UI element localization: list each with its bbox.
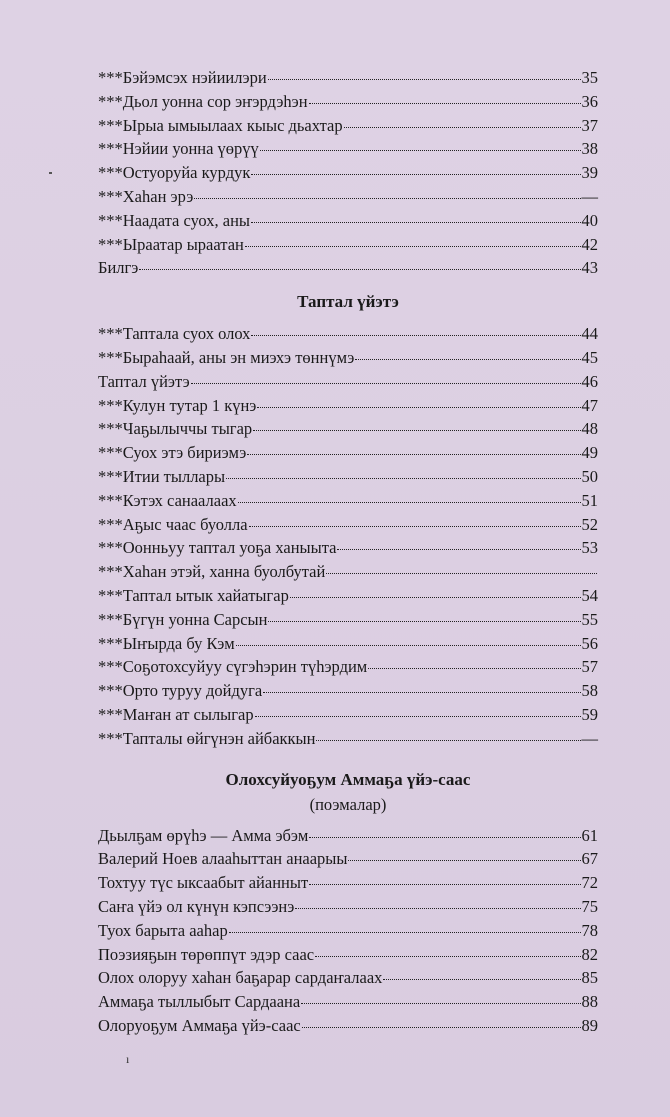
toc-entry-title: ***Аҕыс чаас буолла <box>98 514 248 534</box>
dot-leader <box>309 884 580 885</box>
toc-entry-title: ***Нэйии уонна үөрүү <box>98 139 259 159</box>
toc-entry <box>98 1014 598 1038</box>
toc-entry <box>98 90 598 114</box>
dot-leader <box>236 645 581 646</box>
toc-entry <box>98 966 598 990</box>
toc-entry-page: 78 <box>581 920 598 940</box>
toc-entry-title: ***Хаһан эрэ <box>98 186 194 206</box>
toc-entry <box>98 137 598 161</box>
toc-section-3 <box>98 824 598 1038</box>
toc-entry <box>98 895 598 919</box>
dot-leader <box>226 478 580 479</box>
toc-entry-title: ***Быраһаай, аны эн миэхэ төннүмэ <box>98 347 355 367</box>
toc-entry <box>98 346 598 370</box>
toc-entry-title: Аммаҕа тыллыбыт Сардаана <box>98 992 301 1012</box>
toc-entry <box>98 679 598 703</box>
toc-entry-page: 51 <box>581 490 598 510</box>
toc-entry-page: 42 <box>581 234 598 254</box>
table-of-contents <box>98 66 598 1038</box>
toc-entry <box>98 727 598 751</box>
toc-entry-page: 61 <box>581 825 598 845</box>
dot-leader <box>251 174 580 175</box>
toc-entry <box>98 185 598 209</box>
toc-entry-title: ***Наадата суох, аны <box>98 210 250 230</box>
toc-entry-title: ***Бэйэмсэх нэйиилэри <box>98 68 267 87</box>
toc-entry-page: — <box>581 728 598 748</box>
toc-entry <box>98 322 598 346</box>
dot-leader <box>309 103 581 104</box>
toc-entry-page: 82 <box>581 944 598 964</box>
toc-entry-title: ***Суох этэ бириэмэ <box>98 443 247 463</box>
toc-entry-title: ***Таптала суох олох <box>98 324 251 344</box>
toc-entry <box>98 632 598 656</box>
toc-entry-title: ***Маҥан ат сылыгар <box>98 704 254 724</box>
toc-entry-title: Саҥа үйэ ол күнүн кэпсээнэ <box>98 896 295 916</box>
toc-entry <box>98 209 598 233</box>
toc-entry <box>98 536 598 560</box>
toc-entry-page: 45 <box>581 347 598 367</box>
toc-entry-page: 38 <box>581 139 598 159</box>
dot-leader <box>247 454 580 455</box>
toc-entry <box>98 608 598 632</box>
toc-entry <box>98 233 598 257</box>
dot-leader <box>194 198 580 199</box>
toc-entry-page: 36 <box>581 91 598 111</box>
toc-entry-page: 58 <box>581 681 598 701</box>
toc-entry <box>98 417 598 441</box>
dot-leader <box>251 335 580 336</box>
print-speck <box>49 172 52 174</box>
toc-entry-page: 52 <box>581 514 598 534</box>
dot-leader <box>295 908 580 909</box>
dot-leader <box>139 269 580 270</box>
toc-entry-page: 57 <box>581 657 598 677</box>
print-mark: ı <box>126 1052 130 1066</box>
toc-entry-title: ***Оонньуу таптал уоҕа ханыыта <box>98 538 337 558</box>
toc-entry-title: ***Бүгүн уонна Сарсын <box>98 609 268 629</box>
toc-entry-title: ***Соҕотохсуйуу сүгэһэрин түһэрдим <box>98 657 368 677</box>
toc-entry-title: Валерий Ноев алааһыттан анаарыы <box>98 849 348 869</box>
toc-entry-page: 88 <box>581 992 598 1012</box>
toc-entry-title: ***Орто туруу дойдуга <box>98 681 263 701</box>
toc-entry-page: 75 <box>581 896 598 916</box>
toc-entry-title: ***Кулун тутар 1 күнэ <box>98 395 257 415</box>
toc-entry <box>98 560 598 584</box>
dot-leader <box>249 526 581 527</box>
toc-entry-title: Олоруоҕум Аммаҕа үйэ-саас <box>98 1015 301 1035</box>
toc-entry <box>98 655 598 679</box>
toc-entry-title: ***Кэтэх санаалаах <box>98 490 237 510</box>
toc-entry-page: — <box>581 186 598 206</box>
toc-entry-title: ***Тапталы өйгүнэн айбаккын <box>98 728 316 748</box>
toc-entry-title: Туох барыта ааһар <box>98 920 228 940</box>
dot-leader <box>337 549 580 550</box>
dot-leader <box>383 979 580 980</box>
toc-entry <box>98 465 598 489</box>
dot-leader <box>355 359 580 360</box>
toc-entry <box>98 161 598 185</box>
toc-entry-page: 37 <box>581 115 598 135</box>
toc-entry-title: ***Ырыа ымыылаах кыыс дьахтар <box>98 115 343 135</box>
dot-leader <box>245 246 581 247</box>
toc-entry <box>98 919 598 943</box>
section-heading-3: Олохсуйуоҕум Аммаҕа үйэ-саас <box>225 769 471 789</box>
toc-entry-title: Билгэ <box>98 258 139 278</box>
dot-leader <box>229 932 581 933</box>
toc-entry-page: 56 <box>581 633 598 653</box>
dot-leader <box>316 740 580 741</box>
dot-leader <box>268 621 580 622</box>
toc-entry-page: 40 <box>581 210 598 230</box>
toc-entry-title: ***Хаһан этэй, ханна буолбутай <box>98 562 326 582</box>
dot-leader <box>326 573 597 574</box>
toc-entry <box>98 513 598 537</box>
toc-entry-page: 59 <box>581 704 598 724</box>
dot-leader <box>301 1003 580 1004</box>
dot-leader <box>257 407 580 408</box>
toc-entry <box>98 703 598 727</box>
toc-entry-page: 35 <box>581 68 598 87</box>
dot-leader <box>368 668 580 669</box>
dot-leader <box>290 597 581 598</box>
toc-entry-page: 49 <box>581 443 598 463</box>
dot-leader <box>251 222 581 223</box>
toc-entry <box>98 489 598 513</box>
toc-entry-page: 46 <box>581 371 598 391</box>
dot-leader <box>260 150 581 151</box>
toc-entry-page: 44 <box>581 324 598 344</box>
toc-entry-page: 48 <box>581 419 598 439</box>
toc-entry <box>98 824 598 848</box>
section-heading-2: Таптал үйэтэ <box>297 292 399 312</box>
toc-section-1 <box>98 66 598 280</box>
toc-entry-page: 72 <box>581 873 598 893</box>
toc-entry <box>98 871 598 895</box>
dot-leader <box>315 956 580 957</box>
toc-entry-title: ***Итии тыллары <box>98 466 226 486</box>
toc-entry-page: 54 <box>581 585 598 605</box>
toc-entry <box>98 394 598 418</box>
toc-entry <box>98 847 598 871</box>
toc-entry <box>98 66 598 90</box>
dot-leader <box>348 860 580 861</box>
toc-entry <box>98 114 598 138</box>
toc-entry <box>98 990 598 1014</box>
toc-entry-page: 53 <box>581 538 598 558</box>
toc-entry <box>98 256 598 280</box>
toc-entry-page: 67 <box>581 849 598 869</box>
toc-entry-title: ***Дьол уонна сор эҥэрдэһэн <box>98 91 308 111</box>
toc-entry-title: ***Остуоруйа курдук <box>98 163 251 183</box>
toc-entry-title: Таптал үйэтэ <box>98 371 190 391</box>
toc-entry-page: 50 <box>581 466 598 486</box>
toc-entry-title: Дьылҕам өрүһэ — Амма эбэм <box>98 825 309 845</box>
toc-entry <box>98 370 598 394</box>
toc-entry-title: Поэзияҕын төрөппүт эдэр саас <box>98 944 315 964</box>
dot-leader <box>309 837 580 838</box>
toc-entry-title: Олох олоруу хаһан баҕарар сардаҥалаах <box>98 968 383 988</box>
dot-leader <box>253 430 580 431</box>
toc-entry-title: Тохтуу түс ыксаабыт айанныт <box>98 873 309 893</box>
dot-leader <box>344 127 581 128</box>
toc-entry-page: 39 <box>581 163 598 183</box>
dot-leader <box>238 502 581 503</box>
toc-section-2 <box>98 322 598 750</box>
toc-entry-page: 55 <box>581 609 598 629</box>
dot-leader <box>191 383 581 384</box>
dot-leader <box>302 1027 581 1028</box>
toc-entry <box>98 441 598 465</box>
toc-entry-title: ***Ыраатар ыраатан <box>98 234 244 254</box>
toc-entry <box>98 584 598 608</box>
toc-entry-page: 89 <box>581 1015 598 1035</box>
toc-entry-page: 47 <box>581 395 598 415</box>
toc-entry-page: 85 <box>581 968 598 988</box>
toc-entry-title: ***Ыҥырда бу Кэм <box>98 633 235 653</box>
toc-entry-title: ***Чаҕылыччы тыгар <box>98 419 253 439</box>
section-subheading-3: (поэмалар) <box>309 794 387 814</box>
toc-entry <box>98 943 598 967</box>
dot-leader <box>255 716 581 717</box>
toc-entry-page: 43 <box>581 258 598 278</box>
toc-entry-title: ***Таптал ытык хайатыгар <box>98 585 289 605</box>
dot-leader <box>268 79 581 80</box>
dot-leader <box>263 692 580 693</box>
